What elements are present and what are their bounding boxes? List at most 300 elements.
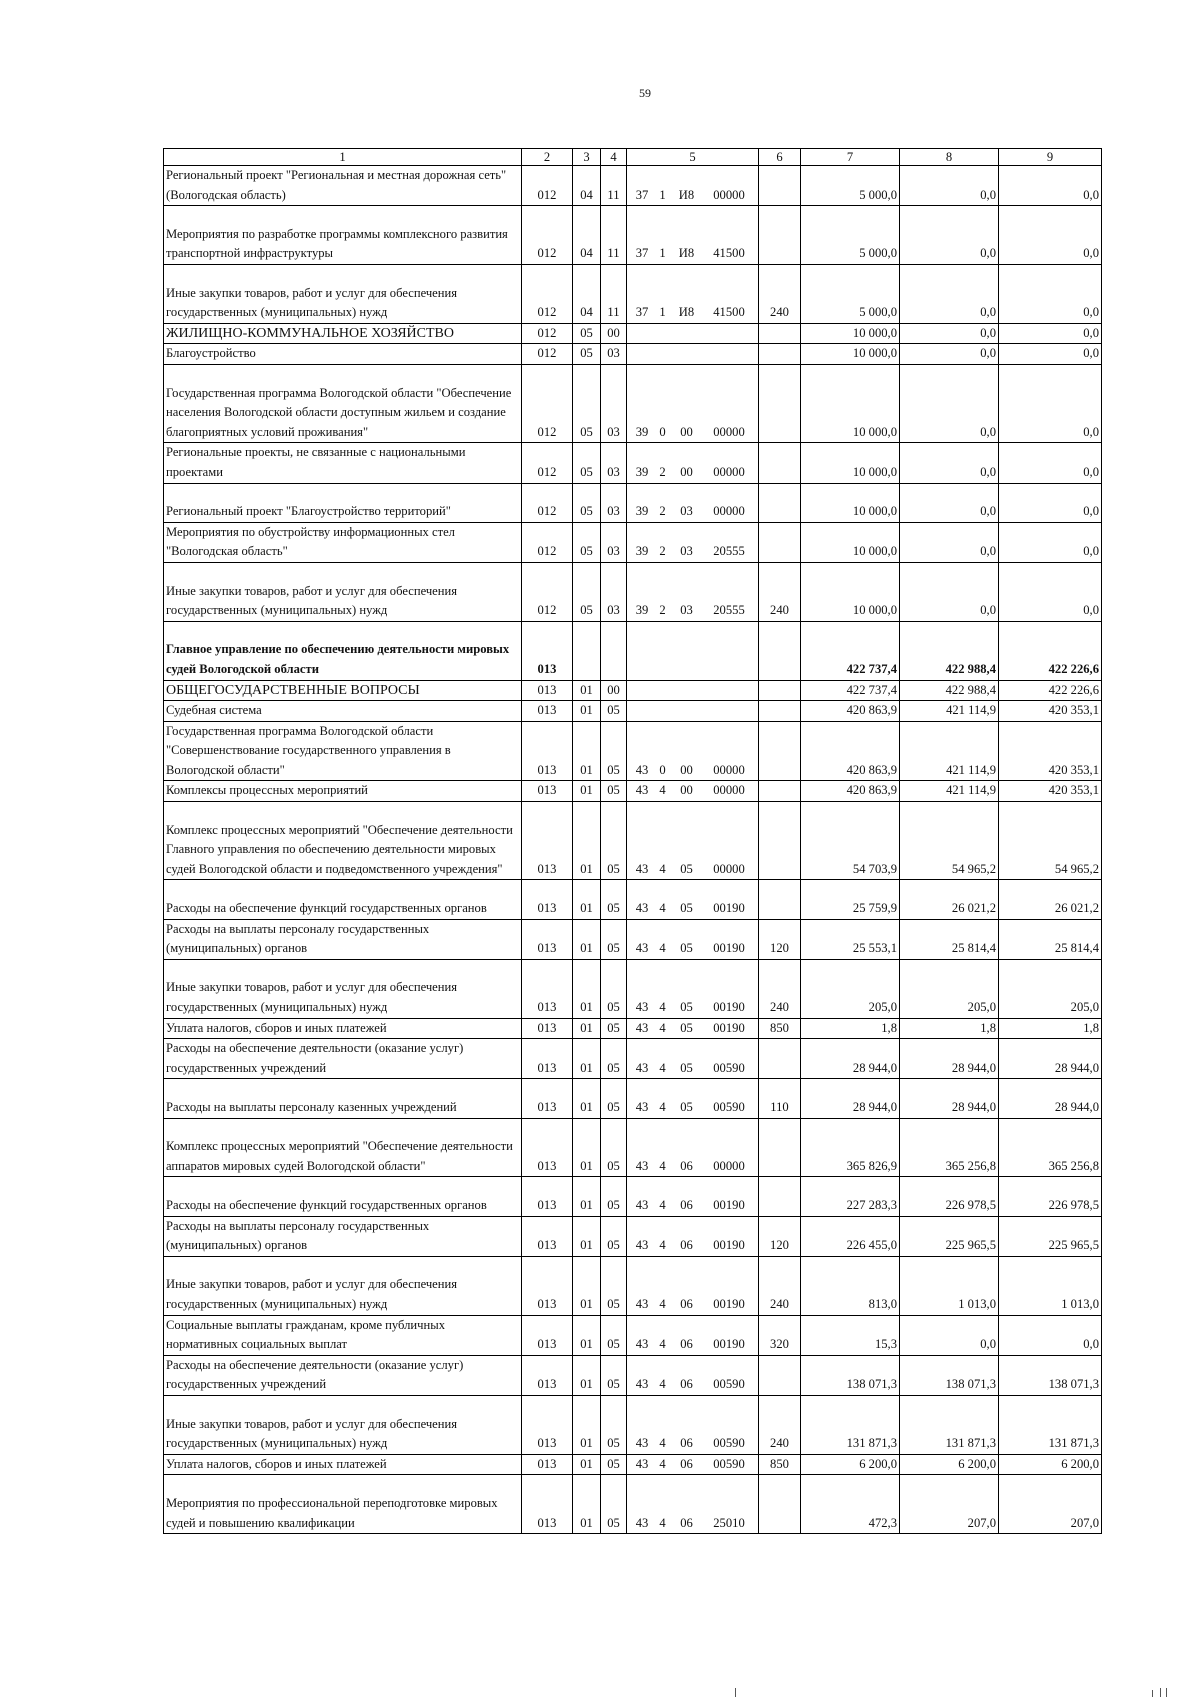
amount-year2-cell: 1 013,0 <box>900 1256 999 1315</box>
table-row <box>164 959 1102 1018</box>
section-code-cell: 04 <box>573 206 601 265</box>
admin-code-cell: 012 <box>522 264 573 323</box>
target-article-part: 05 <box>680 1020 693 1035</box>
admin-code-cell: 012 <box>522 344 573 365</box>
admin-code-cell: 013 <box>522 1256 573 1315</box>
admin-code-cell: 012 <box>522 166 573 206</box>
amount-year1-cell: 226 455,0 <box>801 1216 900 1256</box>
row-name-cell: Региональный проект "Региональная и местная дорожная сеть" (Вологодская область) <box>164 166 522 206</box>
target-article-part: 00190 <box>713 1337 745 1352</box>
table-row <box>164 443 1102 483</box>
amount-year1-cell: 10 000,0 <box>801 483 900 522</box>
admin-code-cell: 013 <box>522 680 573 701</box>
admin-code-cell: 013 <box>522 1039 573 1079</box>
target-article-cell <box>627 1315 759 1355</box>
amount-year1-cell: 25 759,9 <box>801 880 900 919</box>
target-article-cell <box>627 522 759 562</box>
amount-year2-cell: 25 814,4 <box>900 919 999 959</box>
target-article-part: 05 <box>680 1060 693 1075</box>
section-code-cell: 05 <box>573 522 601 562</box>
amount-year1-cell: 813,0 <box>801 1256 900 1315</box>
subsection-code-cell: 05 <box>601 880 627 919</box>
amount-year2-cell: 207,0 <box>900 1475 999 1534</box>
admin-code-cell: 012 <box>522 443 573 483</box>
amount-year1-cell: 131 871,3 <box>801 1395 900 1454</box>
target-article-part: 00190 <box>713 901 745 916</box>
target-article-part: 00190 <box>713 1296 745 1311</box>
target-article-part: 39 <box>635 603 649 618</box>
amount-year1-cell: 420 863,9 <box>801 701 900 722</box>
subsection-code-cell: 03 <box>601 522 627 562</box>
target-article-part: 1 <box>659 305 666 320</box>
target-article-part: 43 <box>635 1377 649 1392</box>
amount-year3-cell: 225 965,5 <box>999 1216 1102 1256</box>
table-row <box>164 1079 1102 1118</box>
section-code-cell: 01 <box>573 1079 601 1118</box>
amount-year2-cell: 365 256,8 <box>900 1118 999 1177</box>
column-header: 4 <box>601 149 627 166</box>
target-article-part: 41500 <box>713 305 745 320</box>
target-article-part: 43 <box>635 1100 649 1115</box>
target-article-cell <box>627 483 759 522</box>
admin-code-cell: 013 <box>522 802 573 880</box>
amount-year3-cell: 0,0 <box>999 1315 1102 1355</box>
admin-code-cell: 013 <box>522 721 573 781</box>
amount-year3-cell: 422 226,6 <box>999 621 1102 680</box>
target-article-cell <box>627 919 759 959</box>
expense-type-cell <box>759 621 801 680</box>
subsection-code-cell: 05 <box>601 919 627 959</box>
target-article-part: 39 <box>635 504 649 519</box>
table-row <box>164 344 1102 365</box>
row-name-cell: Региональный проект "Благоустройство территорий" <box>164 483 522 522</box>
target-article-part: 06 <box>680 1337 693 1352</box>
expense-type-cell <box>759 802 801 880</box>
amount-year2-cell: 0,0 <box>900 206 999 265</box>
subsection-code-cell: 03 <box>601 443 627 483</box>
target-article-cell <box>627 959 759 1018</box>
target-article-part: 43 <box>635 762 649 777</box>
amount-year2-cell: 0,0 <box>900 483 999 522</box>
target-article-part: 43 <box>635 1198 649 1212</box>
target-article-part: 43 <box>635 861 649 876</box>
subsection-code-cell: 05 <box>601 959 627 1018</box>
subsection-code-cell: 05 <box>601 1177 627 1216</box>
expense-type-cell <box>759 166 801 206</box>
section-code-cell: 05 <box>573 443 601 483</box>
target-article-part: 43 <box>635 1337 649 1352</box>
amount-year1-cell: 5 000,0 <box>801 166 900 206</box>
target-article-part: 00590 <box>713 1100 745 1115</box>
section-code-cell: 01 <box>573 701 601 722</box>
row-name-cell: Главное управление по обеспечению деятельности мировых судей Вологодской области <box>164 621 522 680</box>
target-article-part: 43 <box>635 901 649 916</box>
row-name-cell: Иные закупки товаров, работ и услуг для обеспечения государственных (муниципальных) нужд <box>164 562 522 621</box>
amount-year2-cell: 421 114,9 <box>900 701 999 722</box>
section-code-cell: 01 <box>573 1118 601 1177</box>
table-body <box>164 149 1102 1534</box>
row-name-cell: Иные закупки товаров, работ и услуг для обеспечения государственных (муниципальных) нужд <box>164 959 522 1018</box>
amount-year1-cell: 420 863,9 <box>801 721 900 781</box>
target-article-part: 43 <box>635 1158 649 1173</box>
amount-year1-cell: 10 000,0 <box>801 344 900 365</box>
subsection-code-cell: 05 <box>601 1216 627 1256</box>
row-name-cell: ОБЩЕГОСУДАРСТВЕННЫЕ ВОПРОСЫ <box>164 680 522 701</box>
target-article-part: 4 <box>659 1238 666 1253</box>
amount-year2-cell: 0,0 <box>900 562 999 621</box>
target-article-part: 4 <box>659 1377 666 1392</box>
target-article-part: 0 <box>659 424 666 439</box>
table-row <box>164 1039 1102 1079</box>
row-name-cell: Мероприятия по разработке программы комплексного развития транспортной инфраструктуры <box>164 206 522 265</box>
amount-year3-cell: 1,8 <box>999 1018 1102 1039</box>
amount-year1-cell: 420 863,9 <box>801 781 900 802</box>
target-article-part: 05 <box>680 1100 693 1115</box>
target-article-part: 4 <box>659 1060 666 1075</box>
amount-year3-cell: 0,0 <box>999 344 1102 365</box>
table-row <box>164 1256 1102 1315</box>
amount-year1-cell: 15,3 <box>801 1315 900 1355</box>
section-code-cell: 01 <box>573 1177 601 1216</box>
target-article-part: 20555 <box>713 603 745 618</box>
section-code-cell: 04 <box>573 166 601 206</box>
section-code-cell: 05 <box>573 483 601 522</box>
section-code-cell: 01 <box>573 1216 601 1256</box>
amount-year2-cell: 28 944,0 <box>900 1039 999 1079</box>
target-article-cell <box>627 1177 759 1216</box>
table-row <box>164 166 1102 206</box>
table-row <box>164 701 1102 722</box>
amount-year1-cell: 25 553,1 <box>801 919 900 959</box>
section-code-cell: 01 <box>573 781 601 802</box>
amount-year1-cell: 422 737,4 <box>801 680 900 701</box>
target-article-cell <box>627 621 759 680</box>
amount-year1-cell: 365 826,9 <box>801 1118 900 1177</box>
target-article-part: 4 <box>659 1158 666 1173</box>
admin-code-cell: 013 <box>522 959 573 1018</box>
subsection-code-cell: 05 <box>601 1315 627 1355</box>
row-name-cell: Мероприятия по обустройству информационных стел "Вологодская область" <box>164 522 522 562</box>
target-article-cell <box>627 1216 759 1256</box>
table-row <box>164 919 1102 959</box>
row-name-cell: Иные закупки товаров, работ и услуг для обеспечения государственных (муниципальных) нужд <box>164 264 522 323</box>
row-name-cell: Судебная система <box>164 701 522 722</box>
scan-mark <box>735 1688 736 1697</box>
row-name-cell: Расходы на выплаты персоналу государственных (муниципальных) органов <box>164 1216 522 1256</box>
target-article-part: 00190 <box>713 941 745 956</box>
table-row <box>164 206 1102 265</box>
target-article-part: 00 <box>680 424 693 439</box>
budget-table <box>163 148 1102 1534</box>
target-article-part: 00000 <box>713 504 745 519</box>
row-name-cell: Государственная программа Вологодской области "Совершенствование государственного управления в Вологодской области" <box>164 721 522 781</box>
target-article-part: 00000 <box>713 187 745 202</box>
target-article-part: 00000 <box>713 424 745 439</box>
row-name-cell: Комплексы процессных мероприятий <box>164 781 522 802</box>
subsection-code-cell: 11 <box>601 264 627 323</box>
amount-year2-cell: 0,0 <box>900 166 999 206</box>
amount-year3-cell: 365 256,8 <box>999 1118 1102 1177</box>
section-code-cell: 05 <box>573 562 601 621</box>
amount-year3-cell: 131 871,3 <box>999 1395 1102 1454</box>
expense-type-cell <box>759 1475 801 1534</box>
expense-type-cell <box>759 680 801 701</box>
amount-year2-cell: 0,0 <box>900 264 999 323</box>
target-article-part: 2 <box>659 464 666 479</box>
table-row <box>164 781 1102 802</box>
table-row <box>164 522 1102 562</box>
target-article-part: 43 <box>635 1060 649 1075</box>
target-article-part: 43 <box>635 1456 649 1471</box>
scan-mark <box>1152 1690 1153 1697</box>
table-row <box>164 802 1102 880</box>
amount-year3-cell: 422 226,6 <box>999 680 1102 701</box>
target-article-part: 05 <box>680 1000 693 1015</box>
section-code-cell: 01 <box>573 802 601 880</box>
target-article-cell <box>627 1256 759 1315</box>
scan-mark <box>1166 1688 1167 1697</box>
admin-code-cell: 013 <box>522 1079 573 1118</box>
amount-year3-cell: 0,0 <box>999 166 1102 206</box>
target-article-part: 4 <box>659 1515 666 1530</box>
subsection-code-cell: 05 <box>601 1475 627 1534</box>
amount-year2-cell: 1,8 <box>900 1018 999 1039</box>
subsection-code-cell: 05 <box>601 802 627 880</box>
amount-year1-cell: 10 000,0 <box>801 364 900 442</box>
admin-code-cell: 012 <box>522 483 573 522</box>
subsection-code-cell: 05 <box>601 1395 627 1454</box>
target-article-part: 06 <box>680 1158 693 1173</box>
amount-year3-cell: 28 944,0 <box>999 1079 1102 1118</box>
table-row <box>164 1018 1102 1039</box>
section-code-cell: 01 <box>573 1395 601 1454</box>
amount-year3-cell: 420 353,1 <box>999 701 1102 722</box>
amount-year2-cell: 6 200,0 <box>900 1454 999 1475</box>
amount-year1-cell: 422 737,4 <box>801 621 900 680</box>
table-row <box>164 1454 1102 1475</box>
target-article-cell <box>627 701 759 722</box>
admin-code-cell: 012 <box>522 323 573 344</box>
target-article-part: 4 <box>659 1198 666 1212</box>
target-article-part: 00000 <box>713 783 745 798</box>
section-code-cell: 01 <box>573 1039 601 1079</box>
target-article-part: 41500 <box>713 246 745 261</box>
target-article-cell <box>627 166 759 206</box>
target-article-cell <box>627 1039 759 1079</box>
target-article-part: 4 <box>659 1456 666 1471</box>
expense-type-cell <box>759 323 801 344</box>
table-row <box>164 1395 1102 1454</box>
subsection-code-cell: 05 <box>601 1355 627 1395</box>
target-article-cell <box>627 443 759 483</box>
target-article-part: 43 <box>635 1238 649 1253</box>
section-code-cell: 01 <box>573 680 601 701</box>
target-article-part: 4 <box>659 1337 666 1352</box>
expense-type-cell: 850 <box>759 1454 801 1475</box>
expense-type-cell: 240 <box>759 562 801 621</box>
target-article-part: 00 <box>680 783 693 798</box>
row-name-cell: Иные закупки товаров, работ и услуг для обеспечения государственных (муниципальных) нужд <box>164 1256 522 1315</box>
amount-year1-cell: 54 703,9 <box>801 802 900 880</box>
section-code-cell: 01 <box>573 1018 601 1039</box>
target-article-cell <box>627 206 759 265</box>
target-article-part: 43 <box>635 1020 649 1035</box>
target-article-part: 03 <box>680 603 693 618</box>
target-article-part: 06 <box>680 1436 693 1451</box>
target-article-part: 00190 <box>713 1238 745 1253</box>
amount-year3-cell: 54 965,2 <box>999 802 1102 880</box>
section-code-cell: 01 <box>573 1256 601 1315</box>
amount-year3-cell: 1 013,0 <box>999 1256 1102 1315</box>
target-article-part: 43 <box>635 1296 649 1311</box>
section-code-cell: 01 <box>573 919 601 959</box>
admin-code-cell: 013 <box>522 1454 573 1475</box>
target-article-part: 20555 <box>713 544 745 559</box>
amount-year3-cell: 26 021,2 <box>999 880 1102 919</box>
target-article-part: 37 <box>635 187 649 202</box>
amount-year3-cell: 0,0 <box>999 264 1102 323</box>
subsection-code-cell: 00 <box>601 680 627 701</box>
subsection-code-cell: 03 <box>601 344 627 365</box>
section-code-cell <box>573 621 601 680</box>
table-row <box>164 562 1102 621</box>
row-name-cell: Уплата налогов, сборов и иных платежей <box>164 1018 522 1039</box>
row-name-cell: Социальные выплаты гражданам, кроме публичных нормативных социальных выплат <box>164 1315 522 1355</box>
target-article-part: 06 <box>680 1456 693 1471</box>
amount-year3-cell: 0,0 <box>999 364 1102 442</box>
subsection-code-cell: 03 <box>601 483 627 522</box>
target-article-part: 4 <box>659 941 666 956</box>
table-row <box>164 1355 1102 1395</box>
amount-year2-cell: 0,0 <box>900 443 999 483</box>
target-article-part: 00190 <box>713 1198 745 1212</box>
amount-year1-cell: 10 000,0 <box>801 323 900 344</box>
target-article-part: 39 <box>635 544 649 559</box>
table-header-row <box>164 149 1102 166</box>
admin-code-cell: 013 <box>522 1475 573 1534</box>
admin-code-cell: 012 <box>522 562 573 621</box>
row-name-cell: Региональные проекты, не связанные с национальными проектами <box>164 443 522 483</box>
amount-year3-cell: 420 353,1 <box>999 721 1102 781</box>
subsection-code-cell: 11 <box>601 206 627 265</box>
table-row <box>164 621 1102 680</box>
admin-code-cell: 012 <box>522 206 573 265</box>
amount-year3-cell: 226 978,5 <box>999 1177 1102 1216</box>
section-code-cell: 01 <box>573 959 601 1018</box>
expense-type-cell <box>759 483 801 522</box>
target-article-part: 00000 <box>713 762 745 777</box>
table-row <box>164 1216 1102 1256</box>
table-row <box>164 1475 1102 1534</box>
target-article-part: 43 <box>635 941 649 956</box>
target-article-part: 00590 <box>713 1377 745 1392</box>
table-row <box>164 1177 1102 1216</box>
target-article-part: 05 <box>680 901 693 916</box>
amount-year3-cell: 0,0 <box>999 323 1102 344</box>
expense-type-cell: 320 <box>759 1315 801 1355</box>
admin-code-cell: 013 <box>522 1018 573 1039</box>
table-row <box>164 680 1102 701</box>
admin-code-cell: 013 <box>522 919 573 959</box>
target-article-part: 00590 <box>713 1456 745 1471</box>
subsection-code-cell: 05 <box>601 701 627 722</box>
amount-year2-cell: 422 988,4 <box>900 621 999 680</box>
target-article-part: 1 <box>659 187 666 202</box>
expense-type-cell: 240 <box>759 1395 801 1454</box>
target-article-cell <box>627 802 759 880</box>
expense-type-cell: 120 <box>759 919 801 959</box>
column-header: 1 <box>164 149 522 166</box>
target-article-part: 06 <box>680 1198 693 1212</box>
target-article-part: 00190 <box>713 1000 745 1015</box>
target-article-part: 39 <box>635 424 649 439</box>
column-header: 8 <box>900 149 999 166</box>
amount-year2-cell: 0,0 <box>900 1315 999 1355</box>
target-article-part: 4 <box>659 1100 666 1115</box>
admin-code-cell: 013 <box>522 1315 573 1355</box>
amount-year1-cell: 227 283,3 <box>801 1177 900 1216</box>
amount-year2-cell: 225 965,5 <box>900 1216 999 1256</box>
amount-year3-cell: 0,0 <box>999 522 1102 562</box>
table-row <box>164 1315 1102 1355</box>
target-article-cell <box>627 721 759 781</box>
table-row <box>164 880 1102 919</box>
expense-type-cell: 110 <box>759 1079 801 1118</box>
target-article-cell <box>627 1395 759 1454</box>
expense-type-cell <box>759 1118 801 1177</box>
admin-code-cell: 013 <box>522 880 573 919</box>
subsection-code-cell: 05 <box>601 1118 627 1177</box>
row-name-cell: Расходы на обеспечение функций государственных органов <box>164 1177 522 1216</box>
target-article-part: 4 <box>659 1296 666 1311</box>
subsection-code-cell: 05 <box>601 1039 627 1079</box>
target-article-part: 4 <box>659 861 666 876</box>
amount-year2-cell: 0,0 <box>900 364 999 442</box>
amount-year1-cell: 28 944,0 <box>801 1079 900 1118</box>
subsection-code-cell: 05 <box>601 1079 627 1118</box>
target-article-cell <box>627 1355 759 1395</box>
target-article-part: 00190 <box>713 1020 745 1035</box>
target-article-cell <box>627 880 759 919</box>
target-article-part: 4 <box>659 1020 666 1035</box>
expense-type-cell <box>759 364 801 442</box>
row-name-cell: Комплекс процессных мероприятий "Обеспечение деятельности Главного управления по обеспечению деятельности мировых судей Вологодской области и подведомственного учреждения" <box>164 802 522 880</box>
target-article-part: 43 <box>635 1515 649 1530</box>
page-number: 59 <box>639 86 651 100</box>
expense-type-cell <box>759 443 801 483</box>
row-name-cell: Иные закупки товаров, работ и услуг для обеспечения государственных (муниципальных) нужд <box>164 1395 522 1454</box>
row-name-cell: ЖИЛИЩНО-КОММУНАЛЬНОЕ ХОЗЯЙСТВО <box>164 323 522 344</box>
subsection-code-cell: 03 <box>601 562 627 621</box>
expense-type-cell <box>759 522 801 562</box>
target-article-part: 37 <box>635 305 649 320</box>
amount-year3-cell: 420 353,1 <box>999 781 1102 802</box>
row-name-cell: Расходы на обеспечение деятельности (оказание услуг) государственных учреждений <box>164 1355 522 1395</box>
amount-year3-cell: 0,0 <box>999 206 1102 265</box>
row-name-cell: Расходы на выплаты персоналу государственных (муниципальных) органов <box>164 919 522 959</box>
target-article-part: 43 <box>635 1436 649 1451</box>
target-article-part: 05 <box>680 861 693 876</box>
target-article-part: 4 <box>659 1436 666 1451</box>
target-article-cell <box>627 344 759 365</box>
section-code-cell: 05 <box>573 323 601 344</box>
amount-year2-cell: 138 071,3 <box>900 1355 999 1395</box>
subsection-code-cell: 05 <box>601 1454 627 1475</box>
target-article-part: 00590 <box>713 1060 745 1075</box>
table-row <box>164 364 1102 442</box>
amount-year2-cell: 28 944,0 <box>900 1079 999 1118</box>
admin-code-cell: 013 <box>522 781 573 802</box>
